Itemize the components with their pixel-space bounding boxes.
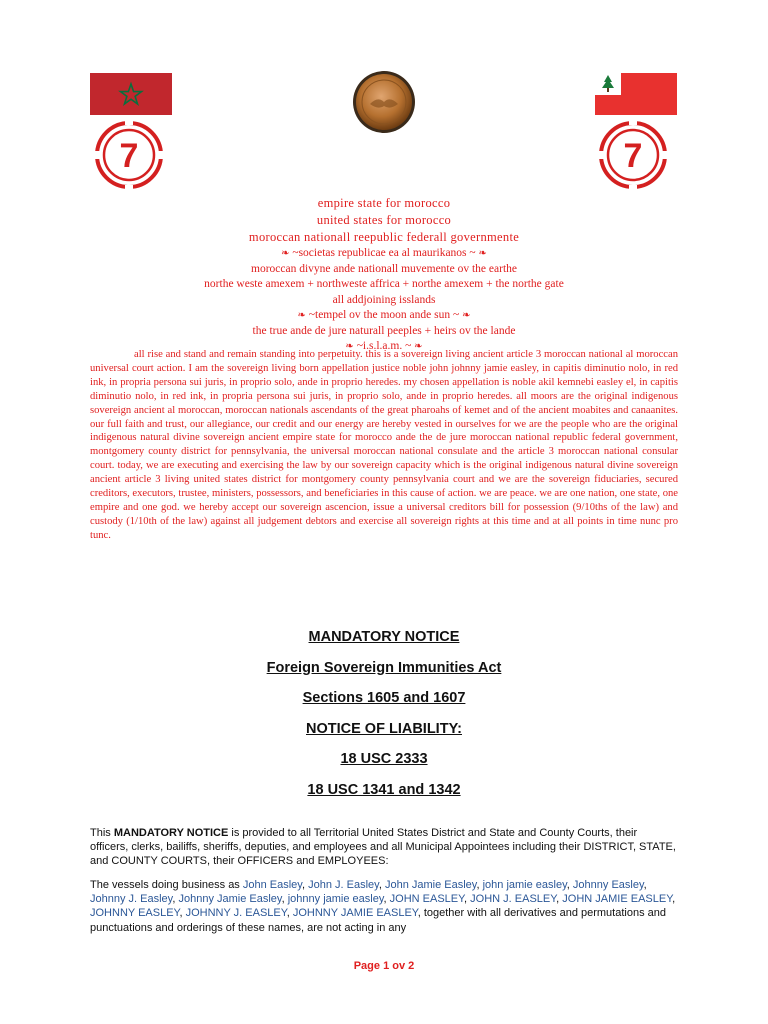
header-line: empire state for morocco: [317, 196, 451, 210]
page-number: Page 1 ov 2: [353, 960, 415, 972]
vessel-name: JOHNNY EASLEY: [90, 907, 180, 920]
header-lines: [120, 195, 648, 355]
vessel-name: JOHNNY J. EASLEY: [185, 907, 287, 920]
header-line-text: ~i.s.l.a.m. ~: [356, 340, 412, 352]
heading-sections: Sections 1605 and 1607: [302, 690, 466, 706]
vessel-name: John Jamie Easley: [384, 879, 477, 891]
header-line: the true ande de jure naturall peeples + heirs ov the lande: [252, 324, 516, 337]
seven-symbol: 7: [623, 137, 643, 175]
seven-circle-emblem-icon: [598, 120, 668, 190]
seven-circle-emblem-icon: [94, 120, 164, 190]
swirl-icon: ❧: [345, 341, 354, 352]
header-line: all addjoining isslands: [332, 293, 436, 306]
header-line: moroccan nationall reepublic federall governmente: [248, 230, 520, 244]
header-line: [120, 308, 648, 324]
vessel-name: johnny jamie easley: [287, 893, 384, 906]
clasped-hands-coin-icon: [352, 70, 416, 134]
vessel-name: JOHNNY JAMIE EASLEY: [292, 907, 418, 920]
vessels-paragraph: The vessels doing business as John Easley, John J. Easley, John Jamie Easley, john jamie easley, Johnny Easley, Johnny J. Easley, Johnny Jamie Easley, johnny jamie easley, JOHN EASLEY, JOHN J. EASLEY, JOHN JAMIE EASLEY, JOHNNY EASLEY, JOHNNY J. EASLEY, JOHNNY JAMIE EASLEY, together with all derivatives and permutations and punctuations and orderings of these names, are not acting in any: [90, 879, 676, 934]
notice-paragraph: [90, 826, 678, 869]
heading-notice-of-liability: NOTICE OF LIABILITY:: [306, 720, 462, 737]
tree-flag-icon: [595, 73, 677, 115]
swirl-icon: ❧: [297, 310, 306, 321]
header-line-text: ~societas republicae ea al maurikanos ~: [292, 247, 476, 259]
heading-usc-1341: 18 USC 1341 and 1342: [307, 781, 461, 798]
swirl-icon: ❧: [462, 310, 471, 321]
para-prefix: The vessels doing business as: [90, 879, 243, 891]
header-line-text: ~tempel ov the moon ande sun ~: [308, 309, 460, 321]
seven-symbol: 7: [119, 137, 139, 175]
vessel-name: John Easley: [242, 879, 302, 891]
header-line: moroccan divyne ande nationall muvemente ov the earthe: [251, 262, 517, 275]
header-line: northe weste amexem + northweste affrica + northe amexem + the northe gate: [204, 278, 564, 290]
vessel-name: Johnny Easley: [572, 879, 644, 891]
vessel-name: Johnny J. Easley: [90, 893, 173, 906]
heading-mandatory-notice: MANDATORY NOTICE: [308, 629, 460, 645]
para-text: is provided to all Territorial United States District and State and County Courts, their officers, clerks, bailiffs, sheriffs, deputies, and employees and all Municipal Appointees including their DISTRICT, STATE, and COUNTY COURTS, their OFFICERS and EMPLOYEES:: [90, 827, 676, 868]
para-prefix: This: [90, 827, 114, 839]
swirl-icon: ❧: [478, 248, 487, 259]
swirl-icon: ❧: [281, 248, 290, 259]
vessel-name: Johnny Jamie Easley: [178, 893, 282, 906]
swirl-icon: ❧: [414, 341, 423, 352]
header-line: [120, 246, 648, 262]
vessel-name: john jamie easley: [482, 879, 567, 891]
flag-canton: [595, 73, 621, 95]
notice-headings: [90, 622, 678, 805]
para-suffix: , together with all derivatives and permutations and punctuations and orderings of these names, are not acting in any: [90, 907, 666, 934]
vessel-name: John J. Easley: [308, 879, 379, 891]
declaration-paragraph: all rise and stand and remain standing into perpetuity. this is a sovereign living ancient article 3 moroccan national al moroccan universal court action. I am the sovereign living born appellation justice noble john johnny jamie easley, in capitis diminutio nolo, in red ink, in propria persona sui juris, in proprio solo, ande in proprio heredes. my chosen appellation is noble akil kemnebi easley el, in capitis diminutio nolo, in red ink, in propria persona sui juris, in proprio solo, ande in proprio heredes. all moors are the original indigenous sovereign ancient al moroccan, moroccan nationals ascendants of the great pharoahs of kemet and of the ancient moabites and canaanites. our full faith and trust, our allegiance, our credit and our energy are hereby vested in ourselves for we are the people who are the original indigenous natural divine sovereign ancient empire state for morocco ande the de jure moroccan national republic federal government, montgomery county district for pennsylvania, the universal moroccan national consulate and the article 3 moroccan national consular court. today, we are executing and exercising the law by our sovereign capacity which is the original indigenous natural divine sovereign ancient article 3 living united states district for montgomery county pennsylvania court and we are the sovereign fiduciaries, secured creditors, executors, trustee, ministers, possessors, and beneficiaries in this cause of action. we are peace. we are one nation, one state, one empire and one god. we hereby accept our sovereign ascencion, issue a universal creditors bill for possession (9/10ths of the law) and custody (1/10th of the law) against all judgement debtors and exercise all sovereign rights at this time and at all points in time nunc pro tunc.: [90, 349, 678, 541]
bold-term: MANDATORY NOTICE: [113, 827, 229, 839]
moroccan-flag-icon: [90, 73, 172, 115]
heading-fsia: Foreign Sovereign Immunities Act: [266, 659, 502, 676]
header-line: united states for morocco: [316, 213, 452, 227]
heading-usc-2333: 18 USC 2333: [340, 751, 428, 767]
vessel-name: JOHN J. EASLEY: [470, 893, 557, 906]
vessel-name: JOHN EASLEY: [389, 893, 465, 906]
vessel-name: JOHN JAMIE EASLEY: [562, 893, 673, 906]
